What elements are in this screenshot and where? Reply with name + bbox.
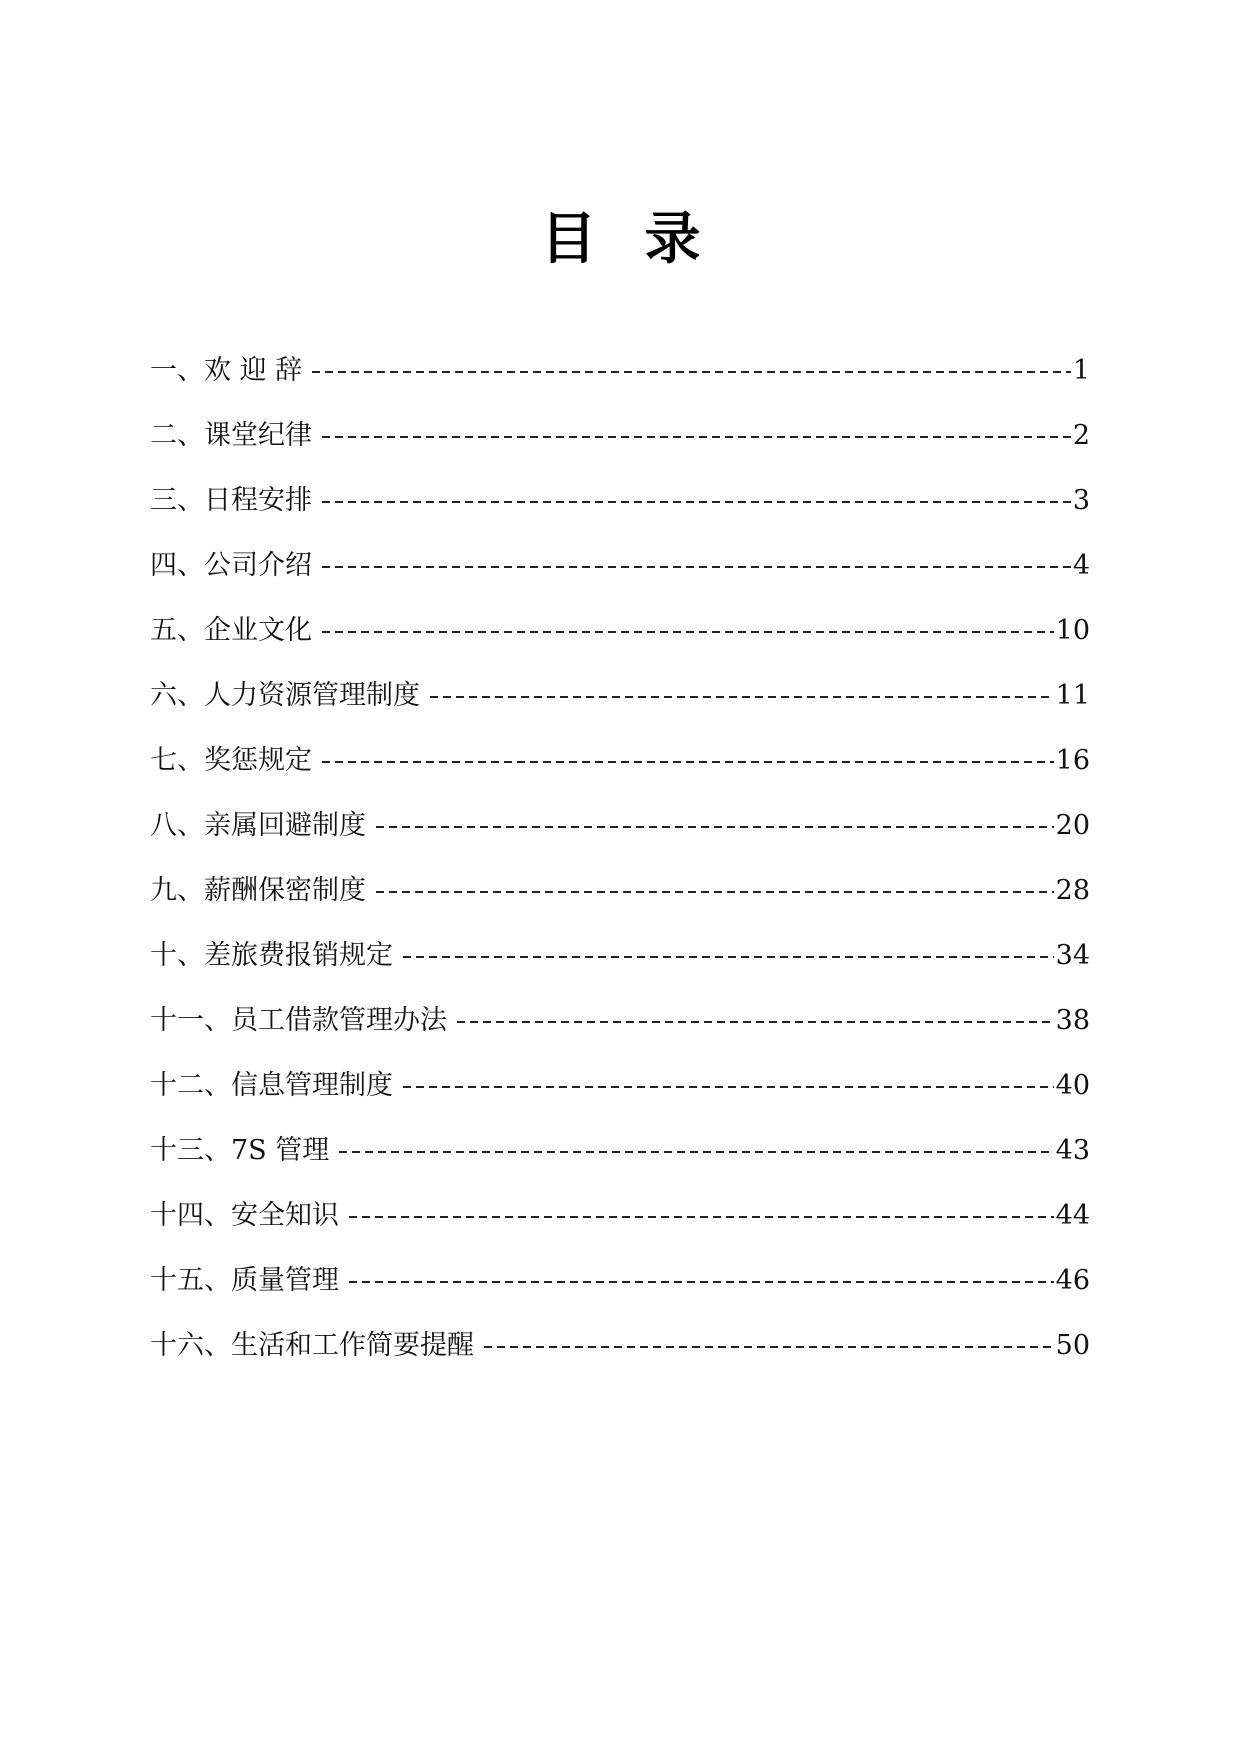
toc-entry-page: 11 xyxy=(1055,680,1090,711)
toc-leader xyxy=(322,501,1071,503)
toc-entry-page: 28 xyxy=(1055,875,1090,906)
toc-entry-label: 八、亲属回避制度 xyxy=(150,810,366,841)
toc-entry-page: 10 xyxy=(1055,615,1090,646)
toc-entry[interactable] xyxy=(150,598,1090,663)
toc-entry-page: 46 xyxy=(1055,1265,1090,1296)
toc-entry-label: 十一、员工借款管理办法 xyxy=(150,1005,447,1036)
page-title: 目录 xyxy=(540,207,749,272)
toc-entry-page: 44 xyxy=(1055,1200,1090,1231)
toc-entry-page: 4 xyxy=(1072,550,1090,581)
toc-entry-label: 三、日程安排 xyxy=(150,485,312,516)
toc-entry-label: 一、欢 迎 辞 xyxy=(150,355,303,386)
toc-entry-page: 16 xyxy=(1055,745,1090,776)
toc-entry[interactable] xyxy=(150,793,1090,858)
toc-leader xyxy=(376,891,1054,893)
toc-leader xyxy=(430,696,1054,698)
toc-leader xyxy=(322,631,1054,633)
toc-leader xyxy=(403,1086,1054,1088)
toc-leader xyxy=(484,1346,1054,1348)
toc-entry[interactable] xyxy=(150,1053,1090,1118)
toc-entry-page: 20 xyxy=(1055,810,1090,841)
toc-entry-page: 40 xyxy=(1055,1070,1090,1101)
toc-entry[interactable] xyxy=(150,1248,1090,1313)
toc-entry-label: 九、薪酬保密制度 xyxy=(150,875,366,906)
toc-entry-page: 38 xyxy=(1055,1005,1090,1036)
toc-entry-page: 34 xyxy=(1055,940,1090,971)
toc-entry[interactable] xyxy=(150,663,1090,728)
toc-entry-label: 六、人力资源管理制度 xyxy=(150,680,420,711)
toc-entry[interactable] xyxy=(150,1183,1090,1248)
toc-entry[interactable] xyxy=(150,1118,1090,1183)
toc-entry[interactable] xyxy=(150,468,1090,533)
toc-entry[interactable] xyxy=(150,988,1090,1053)
toc-entry-label: 十四、安全知识 xyxy=(150,1200,339,1231)
toc-entry-page: 50 xyxy=(1055,1330,1090,1361)
toc-leader xyxy=(349,1281,1054,1283)
toc-leader xyxy=(322,436,1071,438)
toc-entry-label: 十、差旅费报销规定 xyxy=(150,940,393,971)
toc-entry-page: 2 xyxy=(1072,420,1090,451)
toc-entry[interactable] xyxy=(150,728,1090,793)
toc-leader xyxy=(339,1151,1053,1153)
toc-leader xyxy=(403,956,1054,958)
toc-entry-label: 七、奖惩规定 xyxy=(150,745,312,776)
toc-leader xyxy=(322,566,1071,568)
toc-entry-label: 五、企业文化 xyxy=(150,615,312,646)
toc-leader xyxy=(349,1216,1054,1218)
toc-entry[interactable] xyxy=(150,858,1090,923)
table-of-contents xyxy=(150,338,1090,1378)
toc-entry[interactable] xyxy=(150,923,1090,988)
toc-leader xyxy=(457,1021,1054,1023)
toc-entry-page: 3 xyxy=(1072,485,1090,516)
toc-entry[interactable] xyxy=(150,403,1090,468)
toc-entry-label: 十六、生活和工作简要提醒 xyxy=(150,1330,474,1361)
toc-entry[interactable] xyxy=(150,338,1090,403)
toc-entry-label: 十二、信息管理制度 xyxy=(150,1070,393,1101)
toc-entry[interactable] xyxy=(150,533,1090,598)
toc-leader xyxy=(322,761,1054,763)
toc-entry-label: 十三、7S 管理 xyxy=(150,1135,330,1166)
toc-leader xyxy=(376,826,1054,828)
toc-entry-label: 四、公司介绍 xyxy=(150,550,312,581)
toc-entry-label: 二、课堂纪律 xyxy=(150,420,312,451)
toc-entry-page: 43 xyxy=(1055,1135,1090,1166)
toc-leader xyxy=(312,371,1071,373)
toc-entry-page: 1 xyxy=(1072,355,1090,386)
toc-entry-label: 十五、质量管理 xyxy=(150,1265,339,1296)
toc-entry[interactable] xyxy=(150,1313,1090,1378)
